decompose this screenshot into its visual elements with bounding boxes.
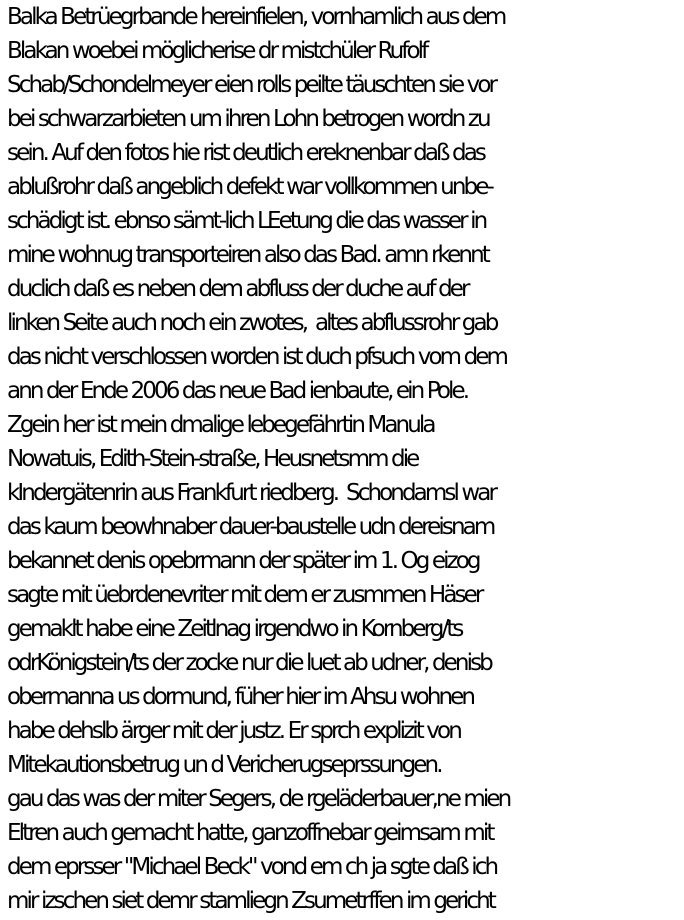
document-text <box>7 0 683 918</box>
text-line: kIndergätenrin aus Frankfurt riedberg. Schondamsl war <box>7 480 496 506</box>
text-line: bekannet denis opebrmann der später im 1. Og eizog <box>7 548 479 574</box>
text-line: odrKönigstein/ts der zocke nur die luet ab udner, denisb <box>7 650 491 676</box>
text-line: Eltren auch gemacht hatte, ganzoffnebar geimsam mit <box>7 820 493 846</box>
text-line: Schab/Schondelmeyer eien rolls peilte täuschten sie vor <box>7 72 496 98</box>
text-line: das nicht verschlossen worden ist duch pfsuch vom dem <box>7 344 507 370</box>
text-line: habe dehslb ärger mit der justz. Er sprch explizit von <box>7 718 460 744</box>
text-line: linken Seite auch noch ein zwotes, altes abflussrohr gab <box>7 310 497 336</box>
text-line: Balka Betrüegrbande hereinfielen, vornhamlich aus dem <box>7 4 505 30</box>
text-line: Mitekautionsbetrug un d Vericherugseprssungen. <box>7 752 441 778</box>
text-line: Nowatuis, Edith-Stein-straße, Heusnetsmm die <box>7 446 418 472</box>
text-line: mir izschen siet demr stamliegn Zsumetrffen im gericht <box>7 888 494 914</box>
text-line: sagte mit üebrdenevriter mit dem er zusmmen Häser <box>7 582 482 608</box>
text-line: das kaum beowhnaber dauer-baustelle udn dereisnam <box>7 514 494 540</box>
text-line: sein. Auf den fotos hie rist deutlich ereknenbar daß das <box>7 140 484 166</box>
text-line: ann der Ende 2006 das neue Bad ienbaute, ein Pole. <box>7 378 468 404</box>
text-line: mine wohnug transporteiren also das Bad. amn rkennt <box>7 242 488 268</box>
text-line: Blakan woebei möglicherise dr mistchüler Rufolf <box>7 38 427 64</box>
text-line: bei schwarzarbieten um ihren Lohn betrogen wordn zu <box>7 106 489 132</box>
text-line: obermanna us dormund, füher hier im Ahsu wohnen <box>7 684 474 710</box>
text-line: gau das was der miter Segers, de rgeläderbauer,ne mien <box>7 786 510 812</box>
text-line: gemaklt habe eine Zeitlnag irgendwo in Kornberg/ts <box>7 616 462 642</box>
text-line: Zgein her ist mein dmalige lebegefährtin Manula <box>7 412 434 438</box>
text-line: dem eprsser "Michael Beck" vond em ch ja sgte daß ich <box>7 854 497 880</box>
text-line: ablußrohr daß angeblich defekt war vollkommen unbe- <box>7 174 492 200</box>
text-line: duclich daß es neben dem abfluss der duche auf der <box>7 276 468 302</box>
text-line: schädigt ist. ebnso sämt-lich LEetung die das wasser in <box>7 208 486 234</box>
